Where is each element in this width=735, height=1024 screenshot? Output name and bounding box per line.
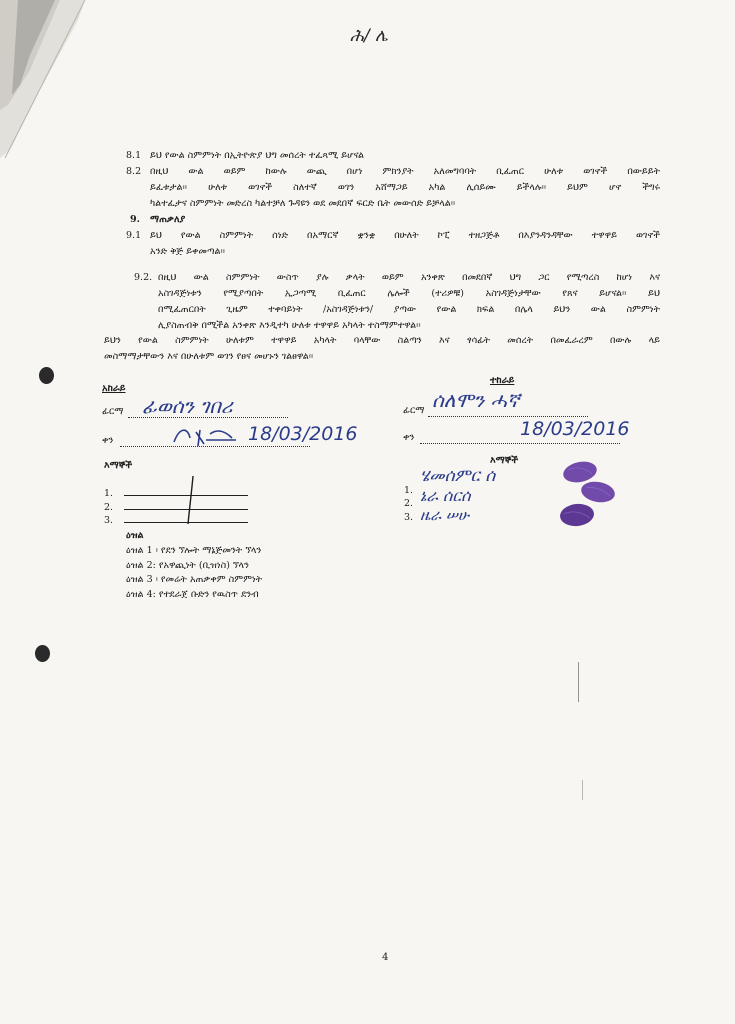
page-number: 4 [382, 952, 389, 963]
clause-9-1-number: 9.1 [126, 230, 142, 241]
witness-left-strike [184, 474, 198, 526]
lessee-signature: ሰለሞን ሓኛ [432, 388, 520, 412]
witness-left-num-1: 1. [104, 488, 114, 499]
lessor-title: አከራይ [102, 383, 126, 394]
clause-9-1-line1: ይህ የውል ስምምነት ሰነድ በአማርኛ ቋንቋ በሁለት ኮፒ ተዘጋጅቶ በእያንዳንዳቸው ተዋዋይ ወገኖች [150, 230, 660, 241]
witness-right-num-1: 1. [404, 485, 414, 496]
punch-hole-top [39, 367, 54, 384]
witness-left-num-3: 3. [104, 515, 114, 526]
lessee-date-label: ቀን [403, 432, 415, 443]
annex-title: ዕዝል [126, 530, 144, 541]
lessee-sign-label: ፊርማ [403, 405, 425, 416]
clause-8-1-text: ይህ የውል ስምምነት በኢትዮጵያ ህግ መሰረት ተፈጻሚ ይሆናል [150, 150, 365, 161]
witness-right-num-2: 2. [404, 498, 414, 509]
annex-item-4: ዕዝል 4: የተደራጀ ቡድን የዉስጥ ደንብ [126, 589, 259, 600]
witness-right-sign-2: ኔራ ሰርሰ [420, 486, 471, 505]
margin-line-2 [582, 780, 583, 800]
annex-item-3: ዕዝል 3 ፡ የመሬት አጠቃቀም ስምምነት [126, 574, 263, 585]
clause-8-2-number: 8.2 [126, 166, 142, 177]
lessee-date-line [420, 443, 620, 444]
lessor-date: 18/03/2016 [248, 423, 358, 445]
witness-right-num-3: 3. [404, 512, 414, 523]
punch-hole-bottom [35, 645, 50, 662]
clause-9-2-number: 9.2. [134, 272, 153, 283]
lessor-date-scribble [170, 424, 240, 448]
lessor-sign-label: ፊርማ [102, 406, 124, 417]
witness-right-sign-1: ሄመሰምር ሰ [420, 466, 496, 486]
lessee-date: 18/03/2016 [520, 418, 630, 440]
witness-left-num-2: 2. [104, 502, 114, 513]
witnesses-right-title: እማኞች [490, 455, 519, 466]
annex-item-1: ዕዝል 1 ፡ የደን ኘሎት ማኔጅመንት ኘላን [126, 545, 262, 556]
clause-9-2-line1: በዚህ ውል ስምምነት ውስጥ ያሉ ቃላት ወይም አንቀጽ በመደበኛ ህግ ጋር የሚጣረስ ከሆነ እና [158, 272, 660, 283]
clause-9-1-line2: አንድ ቅጅ ይቀመጣል፡፡ [150, 246, 226, 257]
witness-right-sign-3: ዜራ ሠሁ [420, 506, 470, 524]
clause-8-2-line1: በዚህ ውል ወይም ከውሉ ውጪ በሆነ ምክንያት አለመግባባት ቢፈጠር ሁለቱ ወገኖች በውይይት [150, 166, 660, 177]
margin-line [578, 662, 579, 702]
lessor-date-label: ቀን [102, 435, 114, 446]
clause-9-2-line3: በሚፈጠርበት ጊዜም ተቀባይነት /አስገዳጅነቱን/ ያጣው የውል ክፍል በሌላ ይህን ውል ስምምነት [158, 304, 660, 315]
clause-9-2-line4: ሊያስጠብቅ በሚችል አንቀጽ እንዲተካ ሁለቱ ተዋዋይ አካላት ተስማምተዋል፡፡ [158, 320, 421, 331]
section-9-title: ማጠቃለያ [150, 214, 186, 225]
clause-9-2-line2: አስገዳጅነቱን የሚያጣበት ኢጋጣሚ ቢፈጠር ሌሎች (ተሪዎቹ) አስገዳጅነታቸው የጸና ይሆናል፡፡ ይህ [158, 288, 660, 299]
closing-line1: ይህን የውል ስምምነት ሁለቱም ተዋዋይ አካላት ባላቸው ስልጣን እና ፃሳፊት መሰረት በመፈራረም በውሉ ላይ [104, 335, 660, 346]
clause-8-2-line3: ካልተፈታና ስምምነት መድረስ ካልተቻለ ጉዳዩን ወደ መደበኛ ፍርድ ቤት መውሰድ ይቻላል፡፡ [150, 198, 456, 209]
clause-8-2-line2: ይፈቱታል፡፡ ሁለቱ ወገኖች ስለተኛ ወገን አሸማጋይ አካል ሊሰይሙ ይችላሉ፡፡ ይህም ሆኖ ችግሩ [150, 182, 660, 193]
thumbprint-stamps [550, 458, 620, 532]
folded-corner [0, 0, 95, 160]
closing-line2: መስማማታቸውን እና በሁለቱም ወገን የፀና መሆኑን ገልፀዋል፡፡ [104, 351, 314, 362]
header-mark: ሕ/ ሌ [350, 26, 388, 46]
lessee-title: ተከራይ [490, 375, 515, 386]
annex-item-2: ዕዝል 2: የአዋጪነት (ቢዝነስ) ኘላን [126, 560, 249, 571]
lessee-sign-line [428, 416, 588, 417]
section-9-number: 9. [130, 214, 140, 225]
clause-8-1-number: 8.1 [126, 150, 142, 161]
witnesses-left-title: እማኞች [104, 460, 133, 471]
lessor-signature: ፊወሰን ገበሪ [142, 394, 233, 418]
